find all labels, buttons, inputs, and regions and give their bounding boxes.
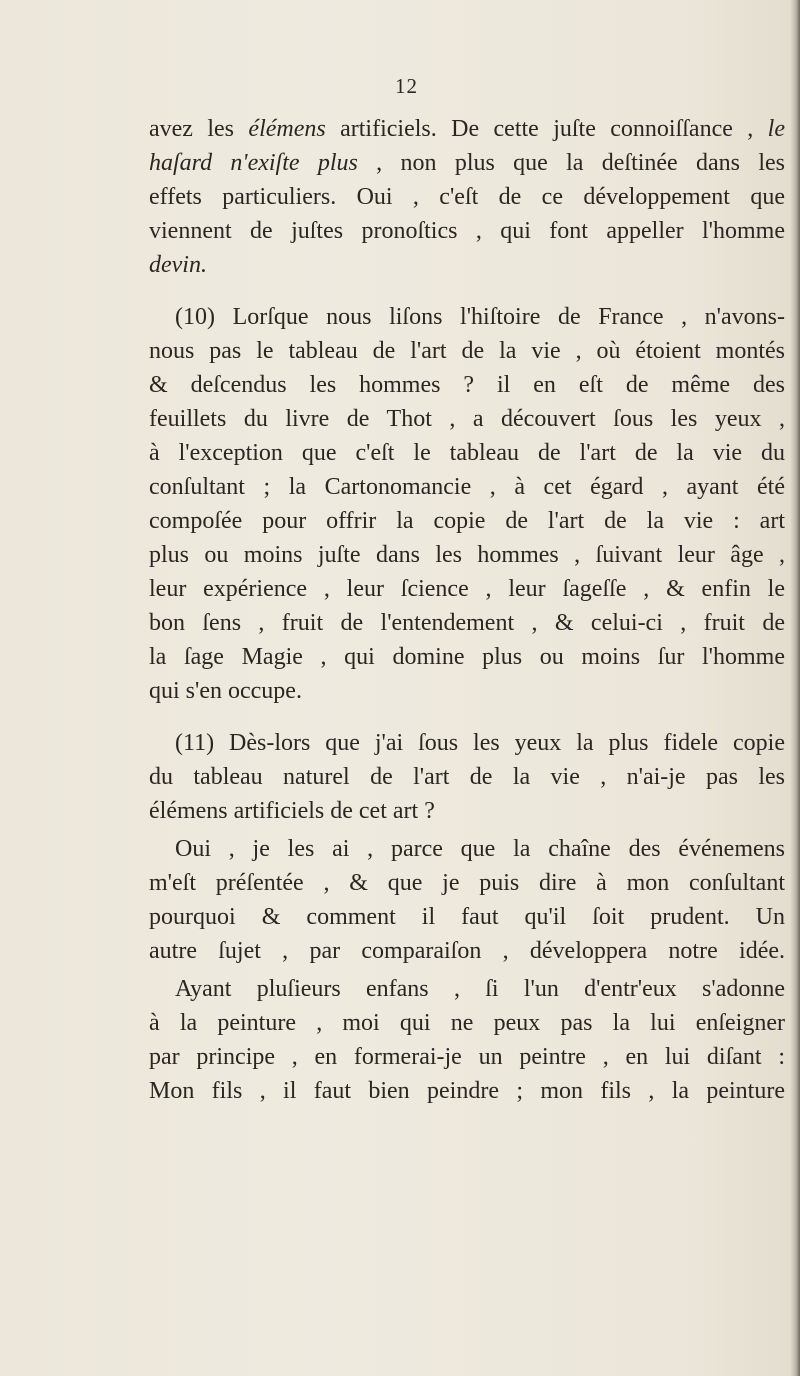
- paragraph-start: Ayant pluſieurs enfans , ſi l'un d'entr'eux s'adonne: [175, 976, 785, 1002]
- text-line: [149, 112, 785, 146]
- text-line: feuillets du livre de Thot , a découvert ſous les yeux ,: [149, 406, 785, 432]
- text-line: leur expérience , leur ſcience , leur ſageſſe , & enfin le: [149, 576, 785, 602]
- text-line: & deſcendus les hommes ? il en eſt de même des: [149, 372, 785, 398]
- text-line: qui s'en occupe.: [149, 678, 302, 704]
- text-line: conſultant ; la Cartonomancie , à cet égard , ayant été: [149, 474, 785, 500]
- page-edge-shadow: [790, 0, 800, 1376]
- text-line: nous pas le tableau de l'art de la vie , où étoient montés: [149, 338, 785, 364]
- text-line: devin.: [149, 252, 207, 278]
- paragraph-10-start: (10) Lorſque nous liſons l'hiſtoire de France , n'avons-: [175, 304, 785, 330]
- text-segment: avez les: [149, 116, 249, 142]
- text-line: autre ſujet , par comparaiſon , développera notre idée.: [149, 938, 785, 964]
- text-line: bon ſens , fruit de l'entendement , & celui-ci , fruit de: [149, 610, 785, 636]
- page-number: 12: [395, 74, 418, 98]
- text-line: pourquoi & comment il faut qu'il ſoit prudent. Un: [149, 904, 785, 930]
- emphasis-text: haſard n'exiſte plus: [149, 150, 358, 176]
- text-line: la ſage Magie , qui domine plus ou moins ſur l'homme: [149, 644, 785, 670]
- emphasis-text: le: [767, 116, 785, 142]
- text-line: viennent de juſtes pronoſtics , qui font appeller l'homme: [149, 218, 785, 244]
- text-line: élémens artificiels de cet art ?: [149, 798, 435, 824]
- paragraph-11-start: (11) Dès-lors que j'ai ſous les yeux la plus fidele copie: [175, 730, 785, 756]
- text-line: plus ou moins juſte dans les hommes , ſuivant leur âge ,: [149, 542, 785, 568]
- text-segment: artificiels. De cette juſte connoiſſance ,: [325, 116, 768, 142]
- text-line: Mon fils , il faut bien peindre ; mon fils , la peinture: [149, 1078, 785, 1104]
- text-line: effets particuliers. Oui , c'eſt de ce développement que: [149, 184, 785, 210]
- text-line: m'eſt préſentée , & que je puis dire à mon conſultant: [149, 870, 785, 896]
- text-line: à l'exception que c'eſt le tableau de l'art de la vie du: [149, 440, 785, 466]
- text-line: à la peinture , moi qui ne peux pas la lui enſeigner: [149, 1010, 785, 1036]
- text-line: par principe , en formerai-je un peintre , en lui diſant :: [149, 1044, 785, 1070]
- text-line: [149, 146, 785, 180]
- text-line: compoſée pour offrir la copie de l'art de la vie : art: [149, 508, 785, 534]
- paragraph-start: Oui , je les ai , parce que la chaîne des événemens: [175, 836, 785, 862]
- text-segment: , non plus que la deſtinée dans les: [357, 150, 786, 176]
- text-line: du tableau naturel de l'art de la vie , n'ai-je pas les: [149, 764, 785, 790]
- emphasis-text: élémens: [248, 116, 326, 142]
